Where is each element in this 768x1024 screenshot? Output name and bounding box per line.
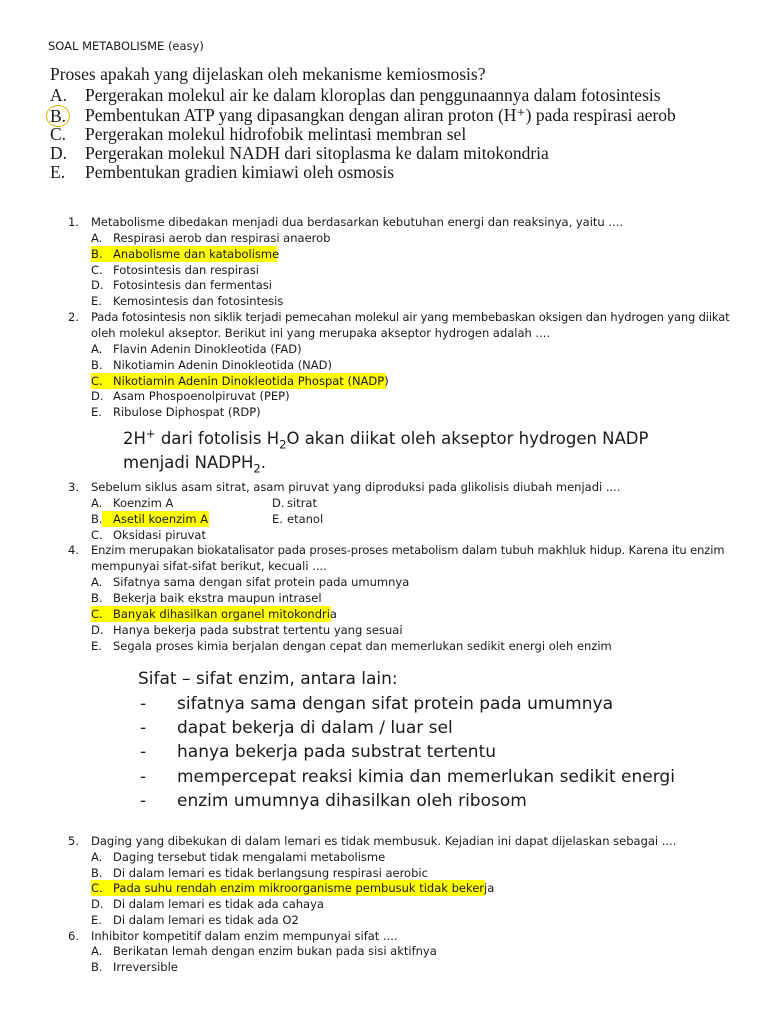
correct-answer: Nikotiamin Adenin Dinokleotida Phospat (NADP) xyxy=(113,374,389,388)
option-letter: D. xyxy=(91,389,104,403)
option-text: Di dalam lemari es tidak ada cahaya xyxy=(113,897,324,911)
option-letter: D. xyxy=(91,623,104,637)
option-letter: E. xyxy=(91,639,102,653)
option-text: Fotosintesis dan fermentasi xyxy=(113,278,272,292)
option-text: Di dalam lemari es tidak berlangsung respirasi aerobic xyxy=(113,866,428,880)
question-number: 5. xyxy=(68,834,79,848)
option-text: Irreversible xyxy=(113,960,178,974)
option-text: Ribulose Diphospat (RDP) xyxy=(113,405,261,419)
note-item: hanya bekerja pada substrat tertentu xyxy=(177,742,497,762)
option-text: Respirasi aerob dan respirasi anaerob xyxy=(113,231,331,245)
note-dash: - xyxy=(140,767,147,787)
option-text: Daging tersebut tidak mengalami metabolisme xyxy=(113,850,386,864)
question-number: 1. xyxy=(68,215,79,229)
option-text: Kemosintesis dan fotosintesis xyxy=(113,294,284,308)
option-letter: A. xyxy=(91,496,103,510)
correct-answer: Anabolisme dan katabolisme xyxy=(113,247,280,261)
option-letter: D. xyxy=(91,278,104,292)
option-letter: D. xyxy=(272,496,285,510)
option-text: Hanya bekerja pada substrat tertentu yang sesuai xyxy=(113,623,403,637)
note-dash: - xyxy=(140,718,147,738)
note-dash: - xyxy=(140,694,147,714)
intro-option-d-text: Pergerakan molekul NADH dari sitoplasma ke dalam mitokondria xyxy=(85,143,549,163)
correct-answer: Pada suhu rendah enzim mikroorganisme pembusuk tidak bekerja xyxy=(113,881,495,895)
question-text-line1: Pada fotosintesis non siklik terjadi pemecahan molekul air yang membebaskan oksigen dan hydrogen yang diikat xyxy=(91,310,730,324)
question-number: 6. xyxy=(68,929,79,943)
option-text: Koenzim A xyxy=(113,496,174,510)
option-letter: A. xyxy=(91,231,103,245)
option-letter: A. xyxy=(50,85,68,105)
option-text: Segala proses kimia berjalan dengan cepat dan memerlukan sedikit energi oleh enzim xyxy=(113,639,612,653)
option-letter: A. xyxy=(91,944,103,958)
subscript: 2 xyxy=(279,437,287,452)
option-letter: C. xyxy=(91,528,103,542)
intro-question: Proses apakah yang dijelaskan oleh mekanisme kemiosmosis? xyxy=(50,64,486,84)
option-letter: A. xyxy=(91,575,103,589)
option-letter: A. xyxy=(91,850,103,864)
option-text: Fotosintesis dan respirasi xyxy=(113,263,259,277)
option-text: Flavin Adenin Dinokleotida (FAD) xyxy=(113,342,302,356)
question-text-line1: Enzim merupakan biokatalisator pada proses-proses metabolism dalam tubuh makhluk hidup. Karena itu enzim xyxy=(91,543,725,557)
option-letter: B. xyxy=(91,960,103,974)
explanation-line1 xyxy=(123,428,648,450)
intro-option-b-text: Pembentukan ATP yang dipasangkan dengan aliran proton (H⁺) pada respirasi aerob xyxy=(85,105,676,125)
question-text: Inhibitor kompetitif dalam enzim mempunyai sifat .... xyxy=(91,929,398,943)
option-text: etanol xyxy=(287,512,324,526)
option-text: Asam Phospoenolpiruvat (PEP) xyxy=(113,389,290,403)
correct-answer: Banyak dihasilkan organel mitokondria xyxy=(113,607,337,621)
intro-option-e: E. xyxy=(50,162,66,182)
note-dash: - xyxy=(140,742,147,762)
intro-option-a xyxy=(50,85,67,105)
option-letter: D. xyxy=(91,897,104,911)
intro-option-c-text: Pergerakan molekul hidrofobik melintasi membran sel xyxy=(85,124,467,144)
option-letter: A. xyxy=(91,342,103,356)
option-letter: E. xyxy=(91,913,102,927)
option-text: Sifatnya sama dengan sifat protein pada umumnya xyxy=(113,575,410,589)
note-item: sifatnya sama dengan sifat protein pada umumnya xyxy=(177,694,613,714)
explanation-fragment: O akan diikat oleh akseptor hydrogen NADP xyxy=(286,429,649,448)
option-letter: B. xyxy=(91,866,103,880)
option-letter: C. xyxy=(91,374,103,388)
superscript: + xyxy=(145,426,156,441)
note-item: mempercepat reaksi kimia dan memerlukan sedikit energi xyxy=(177,767,675,787)
option-text: Berikatan lemah dengan enzim bukan pada sisi aktifnya xyxy=(113,944,437,958)
question-number: 3. xyxy=(68,480,79,494)
option-letter: C. xyxy=(91,881,103,895)
intro-option-c: C. xyxy=(50,124,67,144)
option-letter: C. xyxy=(91,607,103,621)
question-number: 2. xyxy=(68,310,79,324)
answer-circle: B. xyxy=(46,105,70,127)
option-letter: E. xyxy=(272,512,283,526)
option-letter: E. xyxy=(91,294,102,308)
note-dash: - xyxy=(140,791,147,811)
explanation-fragment: dari fotolisis H xyxy=(155,429,280,448)
option-text: Nikotiamin Adenin Dinokleotida (NAD) xyxy=(113,358,332,372)
question-text-line2: mempunyai sifat-sifat berikut, kecuali .... xyxy=(91,559,327,573)
question-text-line2: oleh molekul akseptor. Berikut ini yang merupaka akseptor hydrogen adalah .... xyxy=(91,326,551,340)
option-text: sitrat xyxy=(287,496,317,510)
intro-option-e-text: Pembentukan gradien kimiawi oleh osmosis xyxy=(85,162,395,182)
option-letter: E. xyxy=(91,405,102,419)
explanation-fragment: . xyxy=(260,453,266,472)
explanation-line2 xyxy=(123,452,266,474)
explanation-fragment: menjadi NADPH xyxy=(123,453,254,472)
intro-option-a-text: Pergerakan molekul air ke dalam kloroplas dan penggunaannya dalam fotosintesis xyxy=(85,85,661,105)
explanation-fragment: 2H xyxy=(123,429,146,448)
question-number: 4. xyxy=(68,543,79,557)
question-text: Metabolisme dibedakan menjadi dua berdasarkan kebutuhan energi dan reaksinya, yaitu .... xyxy=(91,215,623,229)
note-title: Sifat – sifat enzim, antara lain: xyxy=(138,669,398,689)
option-text: Oksidasi piruvat xyxy=(113,528,206,542)
option-letter: B. xyxy=(91,247,103,261)
option-letter: C. xyxy=(91,263,103,277)
subscript: 2 xyxy=(253,461,261,476)
option-text: Bekerja baik ekstra maupun intrasel xyxy=(113,591,322,605)
note-item: dapat bekerja di dalam / luar sel xyxy=(177,718,453,738)
option-text: Di dalam lemari es tidak ada O2 xyxy=(113,913,299,927)
option-letter: B. xyxy=(91,358,103,372)
question-text: Sebelum siklus asam sitrat, asam piruvat yang diproduksi pada glikolisis diubah menjadi .... xyxy=(91,480,621,494)
document-title: SOAL METABOLISME (easy) xyxy=(48,39,204,53)
intro-option-d: D. xyxy=(50,143,68,163)
note-item: enzim umumnya dihasilkan oleh ribosom xyxy=(177,791,527,811)
option-letter: B. xyxy=(91,512,103,526)
question-text: Daging yang dibekukan di dalam lemari es tidak membusuk. Kejadian ini dapat dijelaskan sebagai .... xyxy=(91,834,677,848)
correct-answer: Asetil koenzim A xyxy=(113,512,209,526)
option-letter: B. xyxy=(91,591,103,605)
